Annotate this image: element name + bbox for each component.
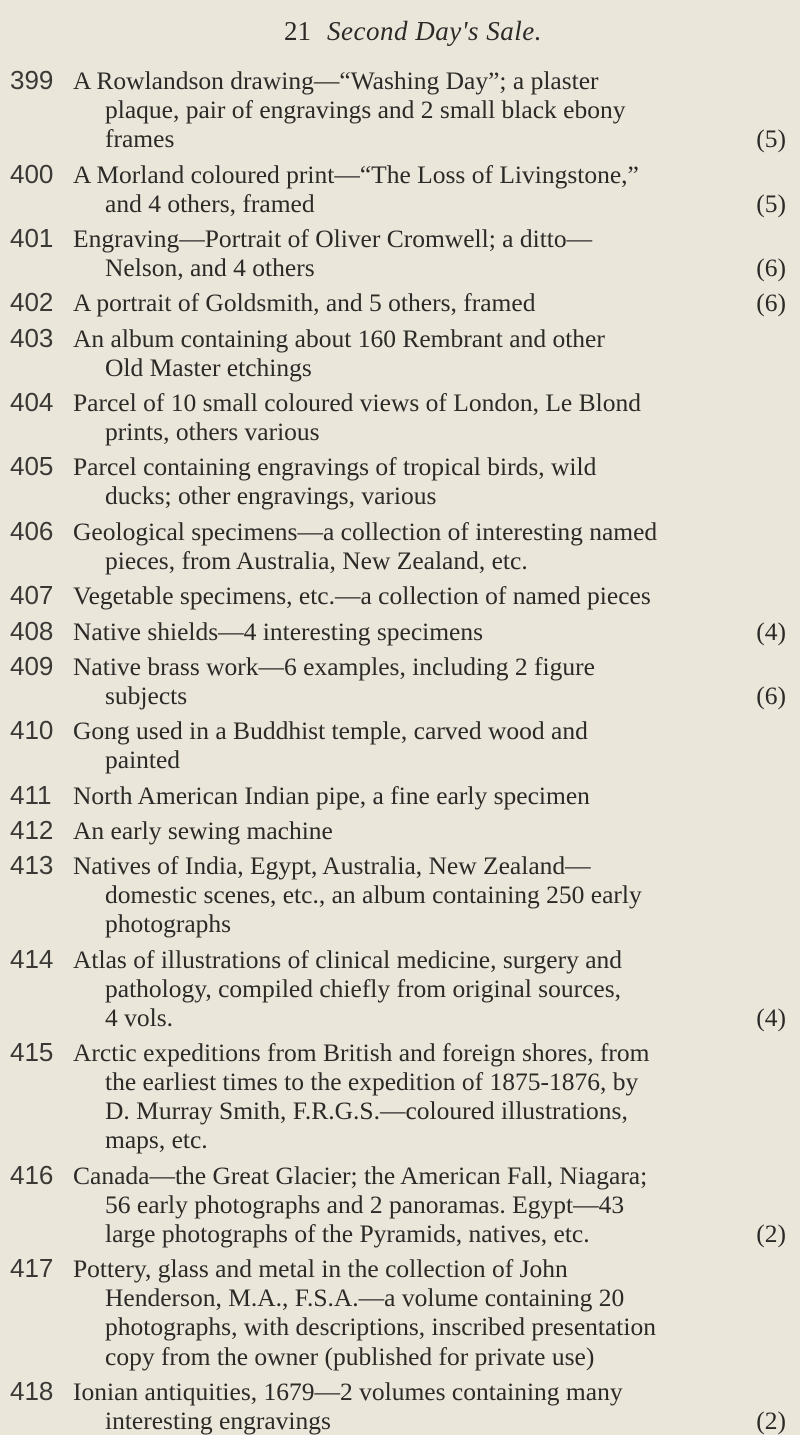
lot-quantity: (5) (756, 188, 786, 218)
lot-number: 417 (10, 1253, 54, 1284)
lot-description-line: Ionian antiquities, 1679—2 volumes containing many (73, 1376, 623, 1406)
lot-description-line: Natives of India, Egypt, Australia, New Zealand— (73, 851, 591, 881)
lot-description-line: Arctic expeditions from British and foreign shores, from (73, 1038, 650, 1068)
lot-number: 403 (10, 322, 54, 353)
lot-number: 399 (10, 65, 54, 95)
lot-number: 405 (10, 451, 54, 482)
lot-number: 400 (10, 158, 54, 189)
lot-description-line: A Rowlandson drawing—“Washing Day”; a plaster (73, 66, 599, 95)
lot-description-line: and 4 others, framed (105, 188, 315, 218)
lot-description-line: photographs, with descriptions, inscribed presentation (105, 1312, 656, 1342)
lot-description-line: An album containing about 160 Rembrant and other (73, 323, 605, 353)
lot-number: 414 (10, 943, 54, 974)
lot-number: 418 (10, 1375, 54, 1406)
lot-number: 409 (10, 650, 54, 681)
lot-description-line: D. Murray Smith, F.R.G.S.—coloured illustrations, (105, 1096, 628, 1126)
lot-description-line: prints, others various (105, 417, 320, 447)
lot-description-line: subjects (105, 680, 188, 710)
lot-description-line: maps, etc. (105, 1125, 208, 1155)
lot-description-line: Henderson, M.A., F.S.A.—a volume containing 20 (105, 1283, 625, 1313)
lot-description-line: Native brass work—6 examples, including 2 figure (73, 651, 595, 681)
lot-description-line: large photographs of the Pyramids, natives, etc. (105, 1218, 590, 1248)
lot-description-line: Vegetable specimens, etc.—a collection of named pieces (73, 581, 651, 611)
lot-number: 410 (10, 715, 54, 746)
lot-number: 404 (10, 387, 54, 417)
lot-description-line: painted (105, 745, 181, 775)
lot-number: 407 (10, 580, 54, 611)
lot-quantity: (6) (756, 252, 786, 282)
lot-quantity: (4) (756, 616, 786, 646)
lot-description-line: frames (105, 124, 175, 154)
page-number: 21 (284, 16, 311, 46)
lot-description-line: Geological specimens—a collection of interesting named (73, 516, 658, 546)
lot-quantity: (4) (756, 1002, 786, 1032)
lot-description-line: pathology, compiled chiefly from original sources, (105, 973, 622, 1003)
lot-description-line: North American Indian pipe, a fine early specimen (73, 780, 590, 810)
lot-number: 413 (10, 850, 54, 881)
lot-description-line: Parcel containing engravings of tropical birds, wild (73, 452, 597, 482)
lot-description-line: Canada—the Great Glacier; the American Fall, Niagara; (73, 1160, 648, 1190)
lot-number: 402 (10, 287, 54, 318)
lot-description-line: Native shields—4 interesting specimens (73, 616, 484, 646)
lot-description-line: interesting engravings (105, 1405, 331, 1435)
lot-description-line: photographs (105, 909, 232, 939)
lot-quantity: (6) (756, 288, 786, 318)
lot-number: 406 (10, 515, 54, 546)
lot-quantity: (2) (756, 1218, 786, 1248)
lot-description-line: Nelson, and 4 others (105, 252, 315, 282)
running-title: Second Day's Sale. (327, 16, 542, 46)
lot-number: 416 (10, 1159, 54, 1190)
lot-description-line: copy from the owner (published for private use) (105, 1341, 595, 1371)
lot-description-line: Pottery, glass and metal in the collection of John (73, 1254, 568, 1284)
lot-number: 411 (10, 779, 52, 810)
lot-description-line: domestic scenes, etc., an album containing 250 early (105, 880, 642, 910)
lot-description-line: A portrait of Goldsmith, and 5 others, framed (73, 288, 536, 318)
lot-description-line: Engraving—Portrait of Oliver Cromwell; a ditto— (73, 223, 593, 253)
page-header (0, 12, 800, 52)
lot-quantity: (2) (756, 1405, 786, 1435)
lot-description-line: A Morland coloured print—“The Loss of Livingstone,” (73, 159, 639, 189)
lot-description-line: the earliest times to the expedition of 1875-1876, by (105, 1067, 639, 1097)
lot-description-line: Parcel of 10 small coloured views of London, Le Blond (73, 388, 641, 417)
lot-description-line: pieces, from Australia, New Zealand, etc. (105, 545, 528, 575)
lot-description-line: An early sewing machine (73, 815, 333, 845)
lot-description-line: ducks; other engravings, various (105, 481, 437, 511)
lot-quantity: (5) (756, 124, 786, 154)
lot-description-line: Atlas of illustrations of clinical medicine, surgery and (73, 944, 623, 974)
lot-description-line: Gong used in a Buddhist temple, carved wood and (73, 716, 588, 746)
lot-description-line: Old Master etchings (105, 352, 312, 382)
lot-quantity: (6) (756, 680, 786, 710)
lot-number: 408 (10, 615, 54, 646)
lot-number: 401 (10, 222, 54, 253)
lot-number: 412 (10, 814, 54, 845)
lot-description-line: plaque, pair of engravings and 2 small black ebony (105, 95, 626, 125)
lot-number: 415 (10, 1037, 54, 1068)
lot-description-line: 4 vols. (105, 1002, 174, 1032)
lot-description-line: 56 early photographs and 2 panoramas. Egypt—43 (105, 1189, 625, 1219)
